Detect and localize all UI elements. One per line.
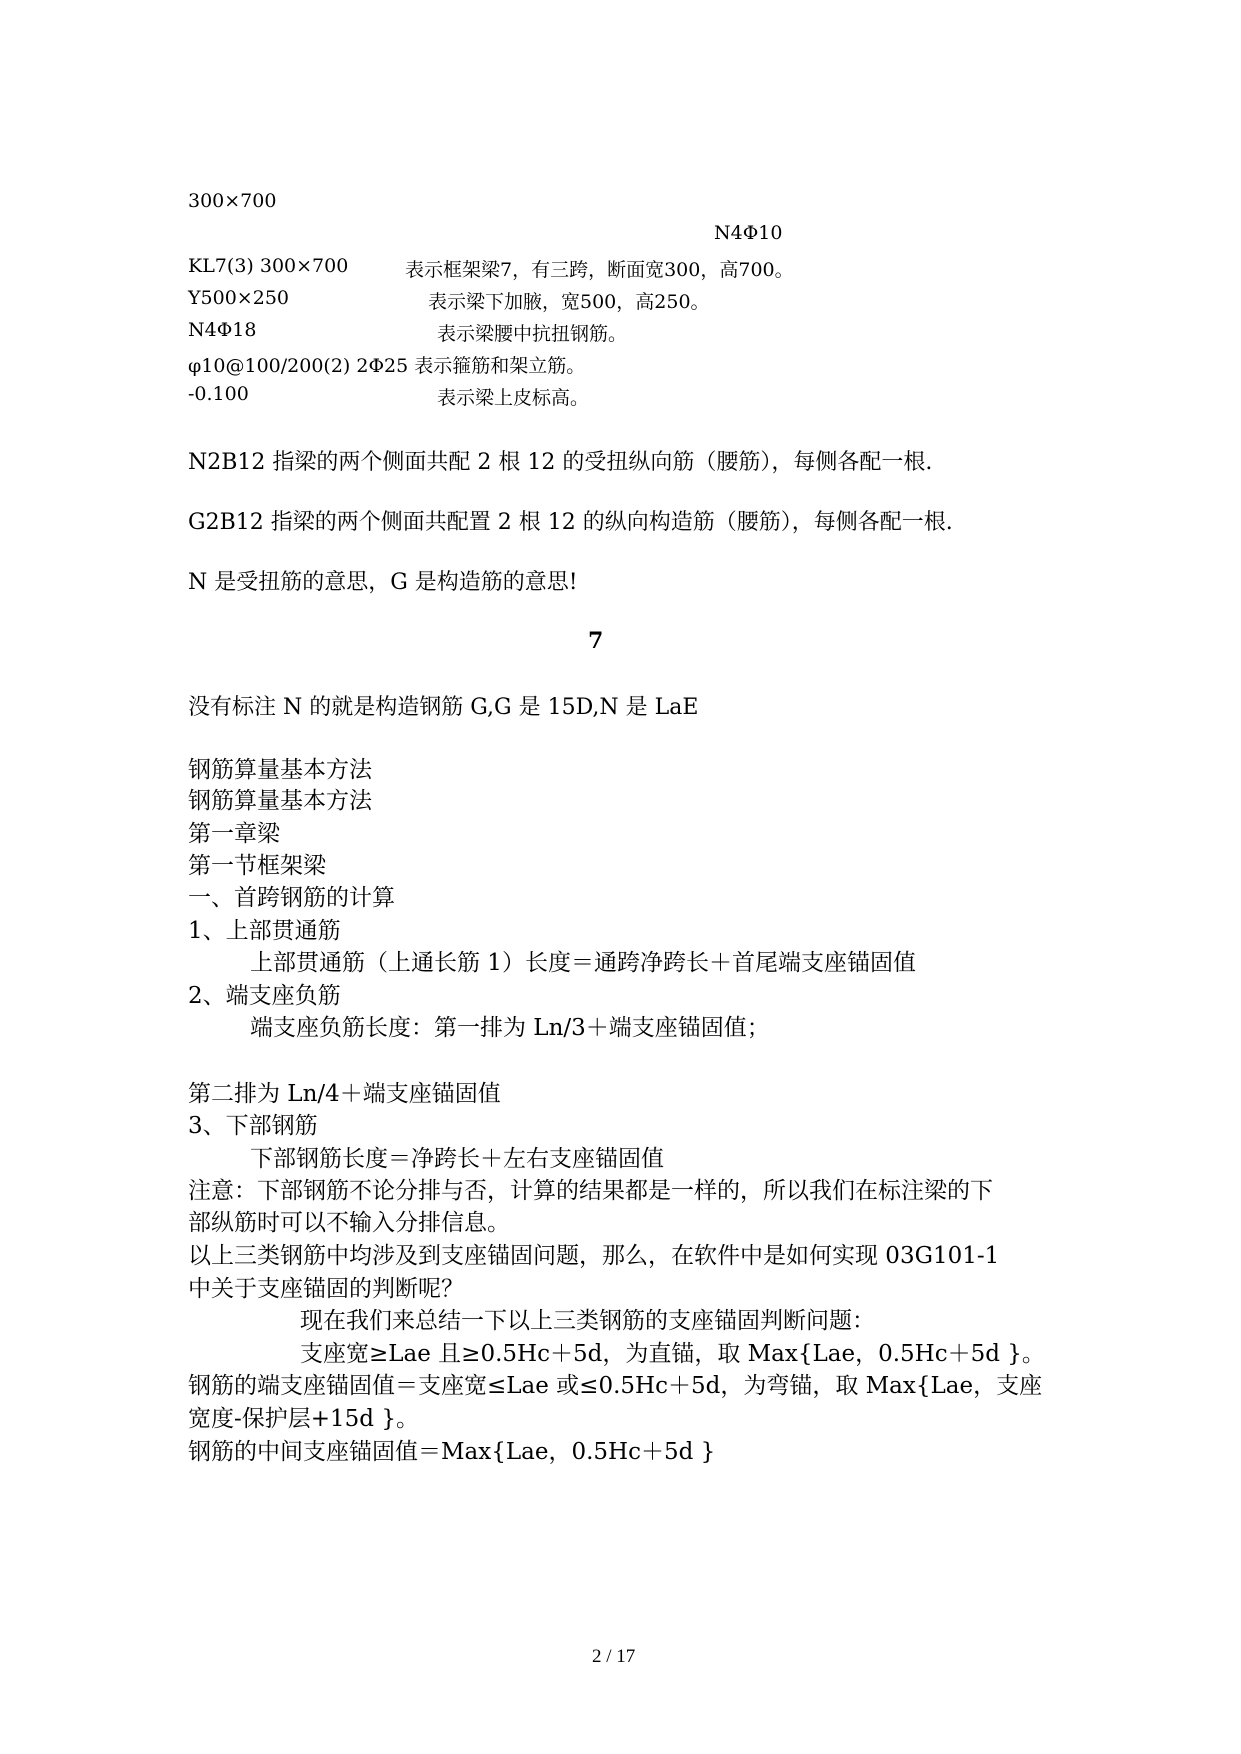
- straight-anchor-rule: 支座宽≥Lae 且≥0.5Hc＋5d，为直锚，取 Max{Lae，0.5Hc＋5d }。: [300, 1341, 1045, 1367]
- haunch-desc: 表示梁下加腋，宽500，高250。: [428, 291, 710, 313]
- item-top-rebar-desc: 上部贯通筋（上通长筋 1）长度＝通跨净跨长＋首尾端支座锚固值: [250, 950, 916, 976]
- middle-support-rule: 钢筋的中间支座锚固值＝Max{Lae，0.5Hc＋5d }: [188, 1439, 716, 1465]
- page-number: 2 / 17: [592, 1646, 636, 1667]
- paragraph-g2b12: G2B12 指梁的两个侧面共配置 2 根 12 的纵向构造筋（腰筋），每侧各配一根.: [188, 510, 953, 535]
- anchorage-line-1: 以上三类钢筋中均涉及到支座锚固问题，那么，在软件中是如何实现 03G101-1: [188, 1243, 1000, 1269]
- haunch-code: Y500×250: [188, 287, 289, 309]
- note-line-1: 注意：下部钢筋不论分排与否，计算的结果都是一样的，所以我们在标注梁的下: [188, 1178, 993, 1204]
- beam-code: KL7(3) 300×700: [188, 255, 349, 277]
- item-support-neg: 2、端支座负筋: [188, 983, 341, 1009]
- item-support-neg-desc: 端支座负筋长度：第一排为 Ln/3＋端支座锚固值；: [250, 1015, 770, 1041]
- torsion-desc: 表示梁腰中抗扭钢筋。: [437, 323, 628, 345]
- paragraph-n-g-meaning: N 是受扭筋的意思，G 是构造筋的意思!: [188, 570, 578, 595]
- beam-code-desc: 表示框架梁7，有三跨，断面宽300，高700。: [405, 259, 794, 281]
- section-number: 7: [588, 628, 604, 654]
- chapter-title: 第一章梁: [188, 821, 280, 847]
- heading-method-repeat: 钢筋算量基本方法: [188, 788, 372, 814]
- subsection-title: 一、首跨钢筋的计算: [188, 885, 395, 911]
- rebar-label: N4Φ10: [714, 222, 783, 244]
- end-support-rule-2: 宽度-保护层+15d }。: [188, 1406, 419, 1432]
- dimension-label: 300×700: [188, 190, 277, 212]
- elevation-desc: 表示梁上皮标高。: [437, 387, 590, 409]
- anchorage-line-2: 中关于支座锚固的判断呢？: [188, 1276, 464, 1302]
- item-bottom-rebar-desc: 下部钢筋长度＝净跨长＋左右支座锚固值: [250, 1146, 664, 1172]
- section-title: 第一节框架梁: [188, 853, 326, 879]
- end-support-rule-1: 钢筋的端支座锚固值＝支座宽≤Lae 或≤0.5Hc＋5d，为弯锚，取 Max{Lae，支座: [188, 1373, 1043, 1399]
- stirrup-line: φ10@100/200(2) 2Φ25 表示箍筋和架立筋。: [188, 355, 586, 377]
- elevation-code: -0.100: [188, 383, 249, 405]
- note-line-2: 部纵筋时可以不输入分排信息。: [188, 1210, 510, 1236]
- torsion-code: N4Φ18: [188, 319, 257, 341]
- heading-method: 钢筋算量基本方法: [188, 757, 372, 783]
- paragraph-no-n: 没有标注 N 的就是构造钢筋 G,G 是 15D,N 是 LaE: [188, 695, 699, 720]
- item-bottom-rebar: 3、下部钢筋: [188, 1113, 318, 1139]
- paragraph-n2b12: N2B12 指梁的两个侧面共配 2 根 12 的受扭纵向筋（腰筋），每侧各配一根.: [188, 450, 933, 475]
- item-second-row: 第二排为 Ln/4＋端支座锚固值: [188, 1081, 501, 1107]
- item-top-rebar: 1、上部贯通筋: [188, 918, 341, 944]
- summary-line: 现在我们来总结一下以上三类钢筋的支座锚固判断问题：: [300, 1308, 875, 1334]
